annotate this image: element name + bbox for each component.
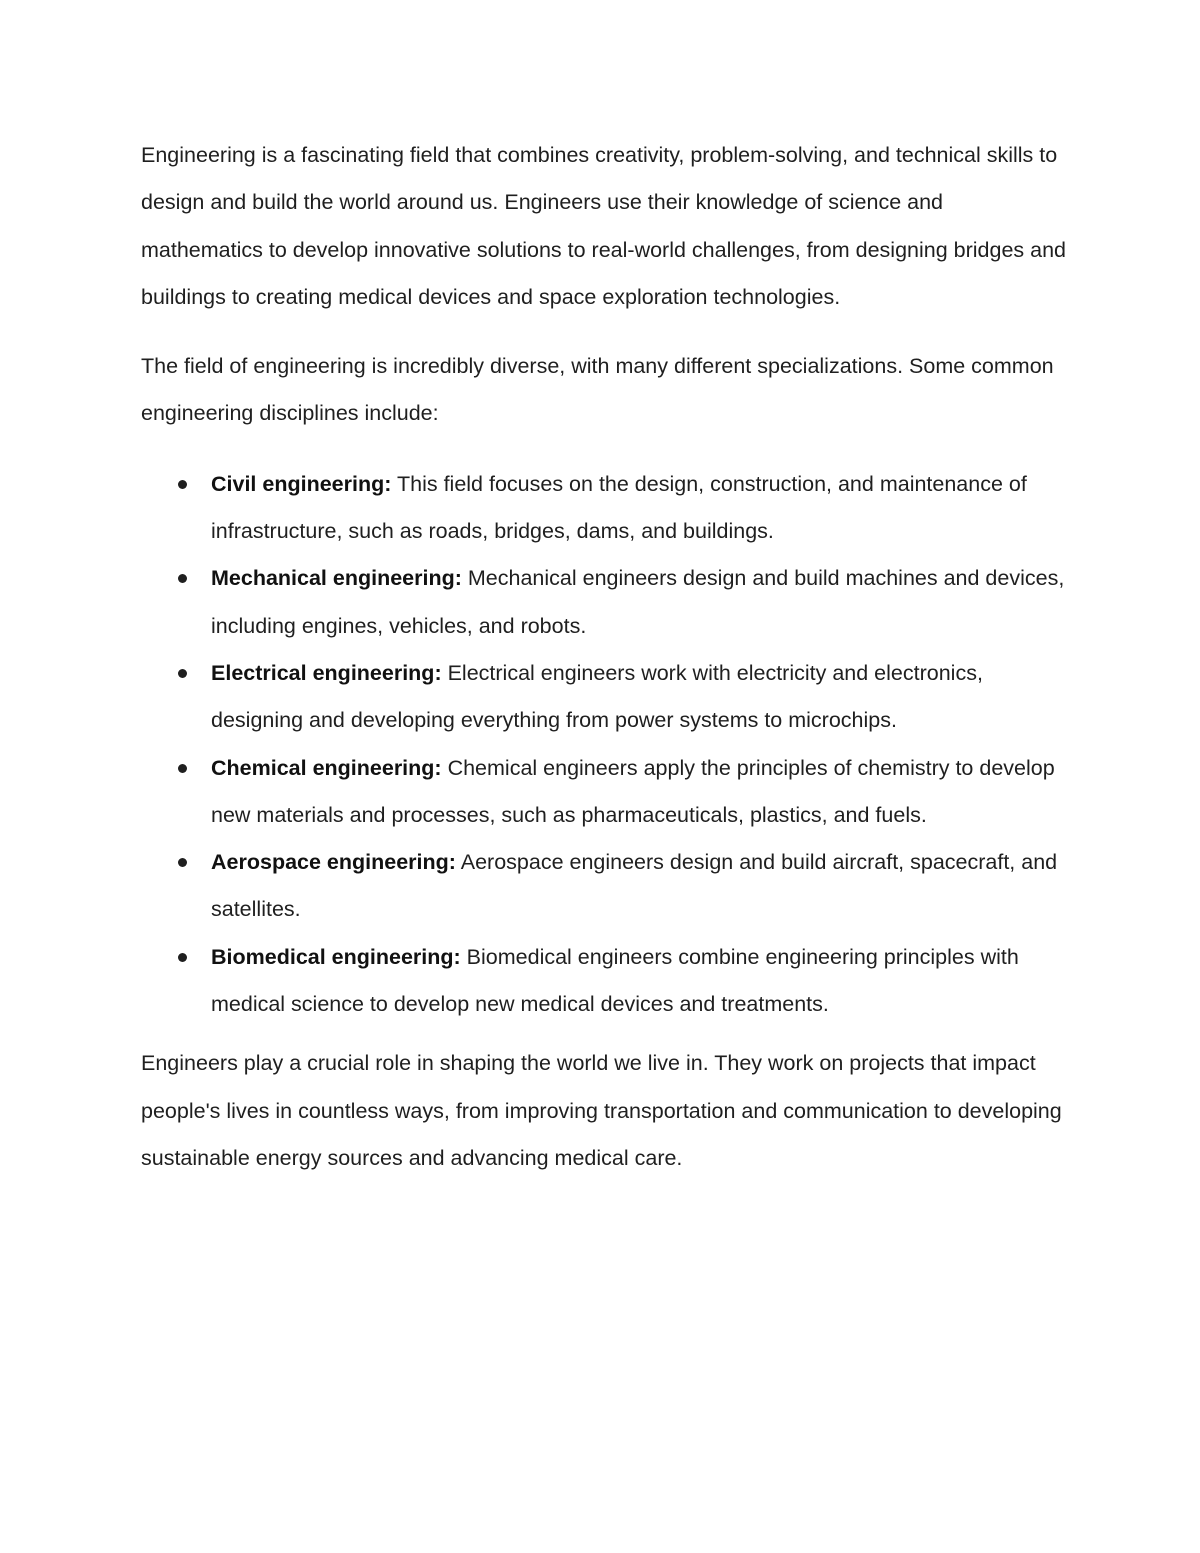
discipline-term: Electrical engineering: [211,660,442,685]
discipline-description: Electrical engineers work with electricity and electronics, designing and developing everything from power systems to microchips. [211,660,983,733]
discipline-term: Civil engineering: [211,471,392,496]
conclusion-paragraph: Engineers play a crucial role in shaping the world we live in. They work on projects that impact people's lives in countless ways, from improving transportation and communication to developing sustainable energy sources and advancing medical care. [141,1051,1062,1170]
discipline-description: Aerospace engineers design and build aircraft, spacecraft, and satellites. [211,850,1058,922]
list-item [211,461,1066,556]
discipline-term: Aerospace engineering: [211,850,456,875]
bullet-icon [178,858,187,867]
discipline-description: Chemical engineers apply the principles of chemistry to develop new materials and processes, such as pharmaceuticals, plastics, and fuels. [211,755,1055,827]
list-item [211,555,1066,650]
list-item [211,839,1066,934]
discipline-term: Biomedical engineering: [211,944,461,969]
bullet-icon [178,480,187,489]
intro-paragraph: Engineering is a fascinating field that combines creativity, problem-solving, and technical skills to design and build the world around us. Engineers use their knowledge of science and mathematics to develop innovative solutions to real-world challenges, from designing bridges and buildings to creating medical devices and space exploration technologies. [141,143,1067,309]
document-body [141,132,1066,1182]
discipline-term: Chemical engineering: [211,755,442,780]
disciplines-list [141,461,1066,1029]
bullet-icon [178,764,187,773]
list-item [211,745,1066,840]
discipline-term: Mechanical engineering: [211,566,462,591]
list-item [211,934,1066,1029]
bullet-icon [178,953,187,962]
discipline-description: Mechanical engineers design and build machines and devices, including engines, vehicles, and robots. [211,566,1065,638]
discipline-description: This field focuses on the design, construction, and maintenance of infrastructure, such as roads, bridges, dams, and buildings. [211,471,1027,544]
bullet-icon [178,669,187,678]
list-item [211,650,1066,745]
discipline-description: Biomedical engineers combine engineering principles with medical science to develop new medical devices and treatments. [211,944,1019,1017]
fields-intro-paragraph: The field of engineering is incredibly diverse, with many different specializations. Some common engineering disciplines include: [141,354,1054,426]
bullet-icon [178,574,187,583]
